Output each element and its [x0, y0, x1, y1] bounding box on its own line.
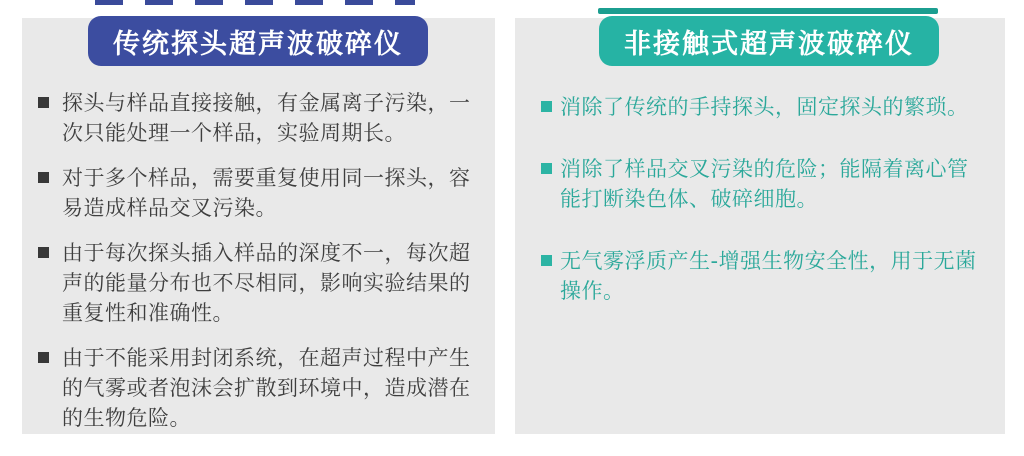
panel-traditional	[22, 18, 495, 434]
panel-traditional-title-badge	[88, 16, 428, 66]
list-item	[38, 163, 485, 223]
panel-non-contact-title-badge	[599, 16, 939, 66]
list-item	[541, 92, 985, 122]
panel-non-contact	[515, 18, 1005, 434]
list-item	[38, 238, 485, 328]
bullet-text: 由于不能采用封闭系统，在超声过程中产生的气雾或者泡沫会扩散到环境中，造成潜在的生物危险。	[62, 346, 471, 430]
square-bullet-icon	[541, 101, 552, 112]
list-item	[541, 246, 985, 306]
bullet-text: 无气雾浮质产生-增强生物安全性，用于无菌操作。	[560, 249, 977, 303]
list-item	[38, 88, 485, 148]
square-bullet-icon	[541, 255, 552, 266]
bullet-text: 消除了样品交叉污染的危险；能隔着离心管能打断染色体、破碎细胞。	[560, 157, 969, 211]
square-bullet-icon	[38, 352, 49, 363]
bullet-text: 由于每次探头插入样品的深度不一，每次超声的能量分布也不尽相同，影响实验结果的重复性和准确性。	[62, 241, 471, 325]
cropped-text-remnant-right	[598, 8, 938, 14]
list-item	[38, 343, 485, 433]
cropped-text-remnant-left	[95, 0, 415, 5]
square-bullet-icon	[541, 163, 552, 174]
panel-traditional-title: 传统探头超声波破碎仪	[113, 28, 403, 60]
square-bullet-icon	[38, 247, 49, 258]
bullet-text: 消除了传统的手持探头，固定探头的繁琐。	[560, 95, 969, 119]
list-item	[541, 154, 985, 214]
traditional-bullet-list	[38, 88, 485, 433]
panel-non-contact-title: 非接触式超声波破碎仪	[624, 28, 914, 60]
non-contact-bullet-list	[541, 92, 985, 306]
bullet-text: 对于多个样品，需要重复使用同一探头，容易造成样品交叉污染。	[62, 166, 471, 220]
bullet-text: 探头与样品直接接触，有金属离子污染，一次只能处理一个样品，实验周期长。	[62, 91, 471, 145]
square-bullet-icon	[38, 172, 49, 183]
square-bullet-icon	[38, 97, 49, 108]
